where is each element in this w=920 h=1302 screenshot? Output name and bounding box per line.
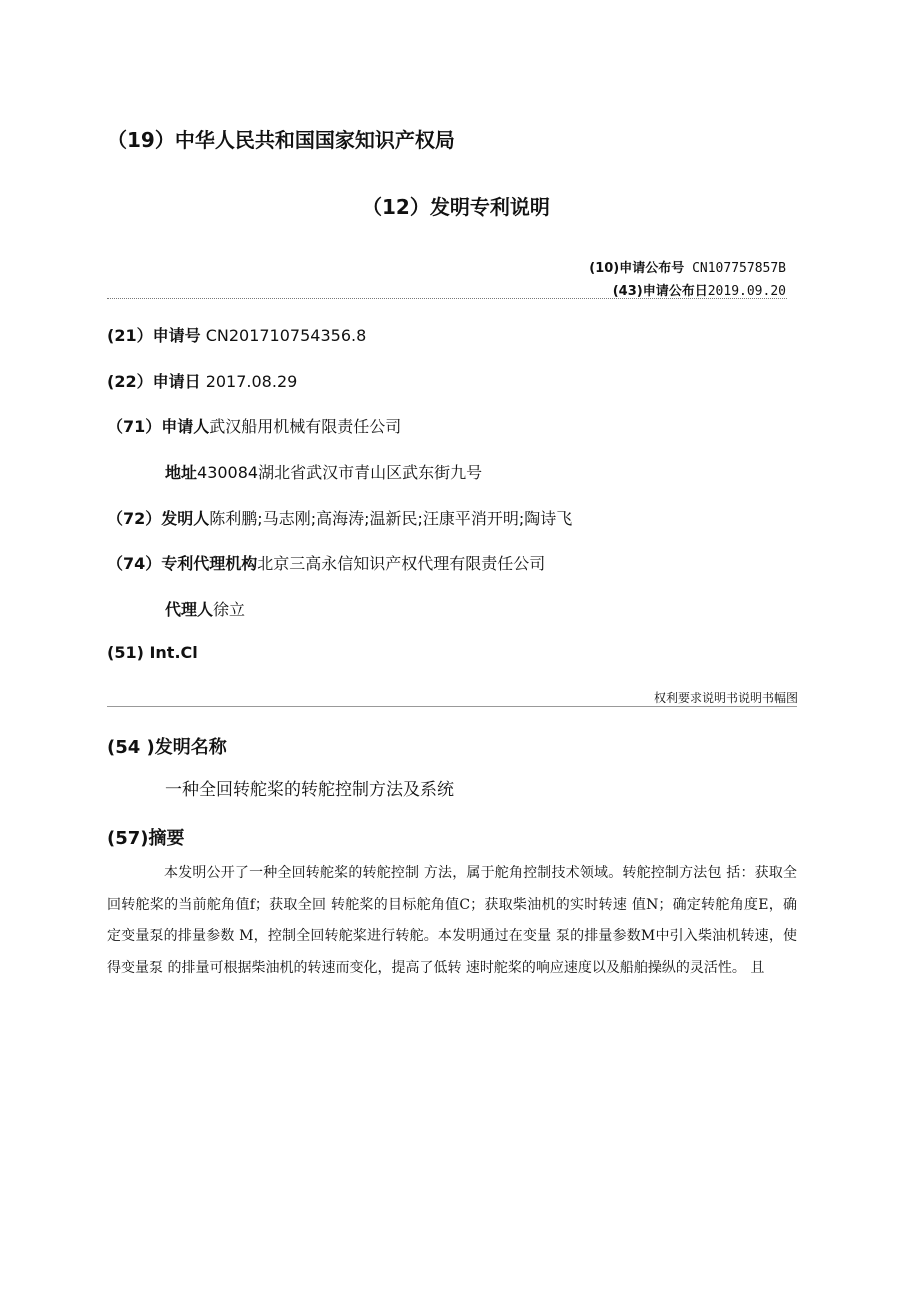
field-code: （72） [107, 509, 162, 528]
applicant-address-field [165, 460, 482, 483]
office-heading: （19）中华人民共和国国家知识产权局 [107, 128, 455, 152]
inventors-field [107, 506, 572, 529]
abstract-heading: (57)摘要 [107, 828, 185, 849]
field-label: 发明人 [161, 509, 210, 528]
section-divider [107, 706, 797, 707]
field-code: (21） [107, 326, 153, 345]
application-number-value: CN201710754356.8 [200, 326, 367, 345]
applicant-address-value: 430084湖北省武汉市青山区武东街九号 [197, 463, 483, 482]
field-label: 申请号 [152, 326, 201, 345]
header-divider [107, 298, 787, 299]
document-sections-links[interactable]: 权利要求说明书说明书幅图 [653, 691, 798, 705]
abstract-text: 本发明公开了一种全回转舵桨的转舵控制 方法，属于舵角控制技术领域。转舵控制方法包 括：获取全回转舵桨的当前舵角值f；获取全回 转舵桨的目标舵角值C；获取柴油机的实时转速 值N；确定转舵角度E，确定变量泵的排量参数 M，控制全回转舵桨进行转舵。本发明通过在变量 泵的排量参数M中引入柴油机转速，使得变量泵 的排量可根据柴油机的转速而变化，提高了低转 速时舵桨的响应速度以及船舶操纵的灵活性。 且 [107, 865, 797, 976]
patent-agency-value: 北京三高永信知识产权代理有限责任公司 [257, 554, 546, 573]
int-cl-field: (51) Int.Cl [107, 643, 198, 662]
invention-title: 一种全回转舵桨的转舵控制方法及系统 [165, 780, 454, 800]
applicant-field [107, 414, 401, 437]
publication-number-label: (10)申请公布号 [589, 261, 685, 276]
field-code: （71） [107, 417, 162, 436]
document-type-heading: （12）发明专利说明 [362, 195, 550, 219]
title-heading: (54 )发明名称 [107, 737, 227, 758]
publication-number [589, 257, 786, 276]
application-number-field [107, 323, 366, 346]
publication-date [613, 280, 786, 299]
field-label: 代理人 [165, 600, 214, 619]
field-code: (22） [107, 372, 153, 391]
application-date-field [107, 369, 297, 392]
field-label: 申请人 [161, 417, 210, 436]
applicant-value: 武汉船用机械有限责任公司 [209, 417, 402, 436]
agent-value: 徐立 [213, 600, 246, 619]
patent-agency-field [107, 551, 545, 574]
publication-date-value: 2019.09.20 [707, 284, 786, 299]
publication-number-value: CN107757857B [684, 261, 786, 276]
publication-date-label: (43)申请公布日 [612, 284, 708, 299]
inventors-value: 陈利鹏;马志刚;高海涛;温新民;汪康平消开明;陶诗飞 [209, 509, 573, 528]
field-label: 地址 [165, 463, 198, 482]
field-label: 申请日 [152, 372, 201, 391]
field-code: （74） [107, 554, 162, 573]
application-date-value: 2017.08.29 [200, 372, 298, 391]
agent-field [165, 597, 245, 620]
field-label: 专利代理机构 [161, 554, 258, 573]
